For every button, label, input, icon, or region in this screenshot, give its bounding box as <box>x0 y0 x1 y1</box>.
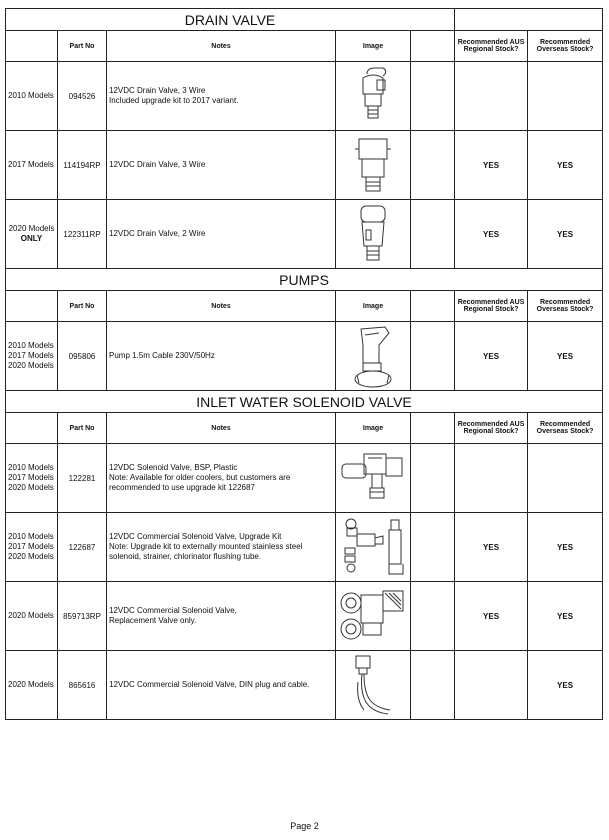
blank-cell <box>411 582 455 651</box>
section-spacer <box>455 9 603 31</box>
solenoid-valve-icon <box>338 448 408 508</box>
header-models <box>6 31 58 62</box>
aus-stock-cell: YES <box>455 582 528 651</box>
notes-cell <box>107 322 336 391</box>
table-row <box>6 200 603 269</box>
table-row <box>6 582 603 651</box>
note-line: recommended to use upgrade kit 122687 <box>109 483 255 492</box>
model-cell <box>6 131 58 200</box>
model-text: ONLY <box>20 234 43 243</box>
model-cell <box>6 444 58 513</box>
section-title: INLET WATER SOLENOID VALVE <box>6 391 603 413</box>
aus-stock-cell <box>455 444 528 513</box>
header-row <box>6 291 603 322</box>
model-text: 2010 Models <box>8 463 54 472</box>
model-cell <box>6 513 58 582</box>
pump-icon <box>349 323 397 389</box>
header-notes: Notes <box>107 31 336 62</box>
din-plug-cable-icon <box>348 652 398 718</box>
header-aus-stock <box>455 413 528 444</box>
model-text: 2010 Models <box>8 341 54 350</box>
note-line: Replacement Valve only. <box>109 616 197 625</box>
header-blank <box>411 291 455 322</box>
header-text: Recommended <box>539 39 591 46</box>
model-cell <box>6 651 58 720</box>
header-image: Image <box>336 413 411 444</box>
header-image: Image <box>336 31 411 62</box>
note-line: Included upgrade kit to 2017 variant. <box>109 96 239 105</box>
model-text: 2017 Models <box>8 160 54 169</box>
part-no-cell: 859713RP <box>58 582 107 651</box>
model-text: 2020 Models <box>8 680 54 689</box>
blank-cell <box>411 513 455 582</box>
model-text: 2017 Models <box>8 542 54 551</box>
model-text: 2017 Models <box>8 473 54 482</box>
header-blank <box>411 413 455 444</box>
model-text: 2010 Models <box>8 532 54 541</box>
upgrade-kit-icon <box>337 514 409 580</box>
header-row <box>6 31 603 62</box>
header-part-no: Part No <box>58 31 107 62</box>
blank-cell <box>411 62 455 131</box>
notes-cell <box>107 651 336 720</box>
header-models <box>6 413 58 444</box>
image-cell <box>336 62 411 131</box>
blank-cell <box>411 131 455 200</box>
aus-stock-cell: YES <box>455 513 528 582</box>
aus-stock-cell <box>455 62 528 131</box>
header-text: Recommended <box>539 299 591 306</box>
notes-cell <box>107 131 336 200</box>
header-text: Recommended <box>539 421 591 428</box>
image-cell <box>336 513 411 582</box>
part-no-cell: 122687 <box>58 513 107 582</box>
table-row <box>6 651 603 720</box>
drain-valve-icon <box>353 64 393 128</box>
note-line: 12VDC Commercial Solenoid Valve, Upgrade Kit <box>109 532 282 541</box>
overseas-stock-cell: YES <box>528 131 603 200</box>
notes-cell <box>107 513 336 582</box>
header-overseas-stock <box>528 31 603 62</box>
note-line: solenoid, strainer, chlorinator flushing tube. <box>109 552 262 561</box>
image-cell <box>336 651 411 720</box>
part-no-cell: 114194RP <box>58 131 107 200</box>
model-text: 2020 Models <box>8 552 54 561</box>
part-no-cell: 122311RP <box>58 200 107 269</box>
notes-cell <box>107 444 336 513</box>
header-text: Recommended AUS <box>457 39 525 46</box>
note-line: Note: Available for older coolers, but customers are <box>109 473 291 482</box>
header-notes: Notes <box>107 291 336 322</box>
part-no-cell: 094526 <box>58 62 107 131</box>
header-aus-stock <box>455 291 528 322</box>
table-row <box>6 62 603 131</box>
notes-cell <box>107 62 336 131</box>
header-overseas-stock <box>528 413 603 444</box>
header-text: Recommended AUS <box>457 421 525 428</box>
header-overseas-stock <box>528 291 603 322</box>
part-no-cell: 122281 <box>58 444 107 513</box>
header-blank <box>411 31 455 62</box>
model-cell <box>6 322 58 391</box>
parts-table-body <box>6 9 603 720</box>
overseas-stock-cell: YES <box>528 582 603 651</box>
model-text: 2010 Models <box>8 91 54 100</box>
notes-cell <box>107 582 336 651</box>
note-line: Note: Upgrade kit to externally mounted stainless steel <box>109 542 303 551</box>
blank-cell <box>411 322 455 391</box>
overseas-stock-cell <box>528 444 603 513</box>
header-part-no: Part No <box>58 413 107 444</box>
note-line: 12VDC Solenoid Valve, BSP, Plastic <box>109 463 238 472</box>
note-line: 12VDC Drain Valve, 3 Wire <box>109 86 206 95</box>
header-text: Overseas Stock? <box>536 46 594 53</box>
notes-cell <box>107 200 336 269</box>
note-line: 12VDC Commercial Solenoid Valve, <box>109 606 237 615</box>
aus-stock-cell: YES <box>455 200 528 269</box>
overseas-stock-cell: YES <box>528 651 603 720</box>
part-no-cell: 865616 <box>58 651 107 720</box>
aus-stock-cell: YES <box>455 131 528 200</box>
header-text: Regional Stock? <box>463 46 519 53</box>
header-text: Overseas Stock? <box>536 306 594 313</box>
model-text: 2020 Models <box>8 483 54 492</box>
header-models <box>6 291 58 322</box>
note-line: 12VDC Commercial Solenoid Valve, DIN plug and cable. <box>109 680 310 689</box>
model-text: 2020 Models <box>8 611 54 620</box>
blank-cell <box>411 444 455 513</box>
model-text: 2020 Models <box>8 361 54 370</box>
blank-cell <box>411 651 455 720</box>
header-text: Regional Stock? <box>463 428 519 435</box>
overseas-stock-cell: YES <box>528 322 603 391</box>
parts-table <box>5 8 603 720</box>
section-pumps <box>6 269 603 291</box>
blank-cell <box>411 200 455 269</box>
image-cell <box>336 131 411 200</box>
header-text: Regional Stock? <box>463 306 519 313</box>
model-cell <box>6 582 58 651</box>
drain-valve-icon <box>353 202 393 266</box>
image-cell <box>336 582 411 651</box>
note-line: Pump 1.5m Cable 230V/50Hz <box>109 351 215 360</box>
section-title: DRAIN VALVE <box>6 9 455 31</box>
header-row <box>6 413 603 444</box>
model-cell <box>6 62 58 131</box>
section-drain-valve <box>6 9 603 31</box>
header-notes: Notes <box>107 413 336 444</box>
section-inlet-solenoid <box>6 391 603 413</box>
part-no-cell: 095806 <box>58 322 107 391</box>
header-text: Overseas Stock? <box>536 428 594 435</box>
note-line: 12VDC Drain Valve, 3 Wire <box>109 160 206 169</box>
table-row <box>6 131 603 200</box>
table-row <box>6 322 603 391</box>
image-cell <box>336 444 411 513</box>
overseas-stock-cell: YES <box>528 513 603 582</box>
header-image: Image <box>336 291 411 322</box>
image-cell <box>336 322 411 391</box>
drain-valve-icon <box>351 133 395 197</box>
model-text: 2017 Models <box>8 351 54 360</box>
header-part-no: Part No <box>58 291 107 322</box>
model-cell <box>6 200 58 269</box>
table-row <box>6 444 603 513</box>
aus-stock-cell <box>455 651 528 720</box>
note-line: 12VDC Drain Valve, 2 Wire <box>109 229 206 238</box>
model-text: 2020 Models <box>8 224 55 233</box>
overseas-stock-cell: YES <box>528 200 603 269</box>
aus-stock-cell: YES <box>455 322 528 391</box>
section-title: PUMPS <box>6 269 603 291</box>
commercial-valve-icon <box>337 585 409 647</box>
image-cell <box>336 200 411 269</box>
table-row <box>6 513 603 582</box>
page-number: Page 2 <box>290 821 319 831</box>
header-text: Recommended AUS <box>457 299 525 306</box>
header-aus-stock <box>455 31 528 62</box>
overseas-stock-cell <box>528 62 603 131</box>
